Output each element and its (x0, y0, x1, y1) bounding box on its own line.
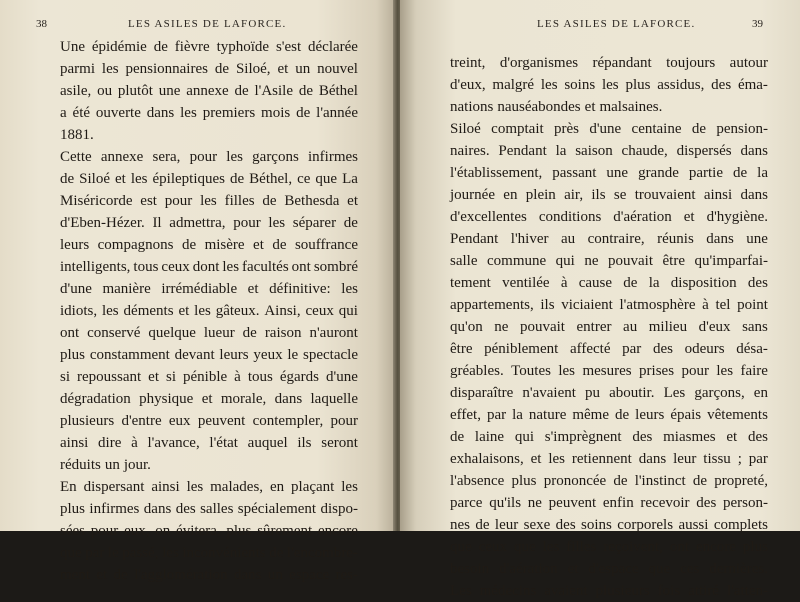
text-line: En dispersant ainsi les malades, en plaçant les (60, 479, 358, 495)
text-line: a été ouverte dans les premiers mois de l'année (60, 105, 358, 121)
text-line: d'eux, malgré les soins les plus assidus, des éma- (450, 77, 768, 93)
text-line: appartements, ils viciaient l'atmosphère à tel point (450, 297, 768, 313)
text-line: 1881. (60, 127, 94, 143)
text-line: ment et de l'agglomération dans un espace res- (60, 567, 358, 583)
text-line: parmi les pensionnaires de Siloé, et un nouvel (60, 61, 358, 77)
text-line: besoin d'aération et d'espace que ces dernières. (450, 561, 768, 577)
left-page (0, 0, 396, 583)
right-page (400, 0, 800, 599)
text-line: d'une manière irrémédiable et définitive: les (60, 281, 358, 297)
text-line: Les médecins avaient plusieurs fois attiré l'atten- (450, 583, 768, 599)
text-line: disparaître n'avaient pu aboutir. Les garçons, en (450, 385, 768, 401)
text-line: asile, ou plutôt une annexe de l'Asile de Béthel (60, 83, 358, 99)
text-line: si repoussant et si pénible à tous égards d'une (60, 369, 358, 385)
text-line: que ceux que les filles reçoivent, ont encore plus (450, 539, 768, 555)
text-line: plus constamment devant leurs yeux le spectacle (60, 347, 358, 363)
text-line: Miséricorde est pour les filles de Bethesda et (60, 193, 358, 209)
text-line: l'établissement, passant une grande partie de la (450, 165, 768, 181)
text-line: journée en plein air, ils se trouvaient ainsi dans (450, 187, 768, 203)
text-line: parce qu'ils ne peuvent enfin recevoir des person- (450, 495, 768, 511)
text-line: gréables. Toutes les mesures prises pour les faire (450, 363, 768, 379)
text-line: intelligents, tous ceux dont les facultés ont sombré (60, 259, 358, 275)
text-line: salle commune qui ne pouvait être qu'imparfai- (450, 253, 768, 269)
text-line: de laine qui s'imprègnent des miasmes et des (450, 429, 768, 445)
text-line: tement ventilée à cause de la disposition des (450, 275, 768, 291)
text-line: Une épidémie de fièvre typhoïde s'est déclarée (60, 39, 358, 55)
page-body (60, 36, 358, 586)
page-number: 38 (36, 18, 47, 30)
text-line: leurs compagnons de misère et de souffrance (60, 237, 358, 253)
page-body (450, 52, 768, 602)
text-line: qu'on ne pouvait entrer au milieu d'eux sans (450, 319, 768, 335)
text-line: nations nauséabondes et malsaines. (450, 99, 663, 115)
text-line: idiots, les déments et les gâteux. Ainsi, ceux qui (60, 303, 358, 319)
text-line: Cette annexe sera, pour les garçons infirmes (60, 149, 358, 165)
text-line: ainsi dire à l'avance, l'état auquel ils seront (60, 435, 358, 451)
text-line: de Siloé et les épileptiques de Béthel, ce que La (60, 171, 358, 187)
text-line: nes de leur sexe des soins corporels aussi complets (450, 517, 768, 533)
running-head: LES ASILES DE LAFORCE. (128, 18, 287, 30)
running-head: LES ASILES DE LAFORCE. (537, 18, 696, 30)
text-line: exhalaisons, et les retiennent dans leur tissu ; par (450, 451, 768, 467)
text-line: plusieurs d'entre eux peuvent contempler, pour (60, 413, 358, 429)
text-line: dégradation physique et morale, dans laquelle (60, 391, 358, 407)
text-line: d'Eben-Hézer. Il admettra, pour les séparer de (60, 215, 358, 231)
text-line: sées pour eux, on évitera, plus sûrement encore (60, 523, 358, 539)
text-line: ont conservé quelque lueur de raison n'auront (60, 325, 358, 341)
text-line: réduits un jour. (60, 457, 151, 473)
text-line: d'excellentes conditions d'aération et d'hygiène. (450, 209, 768, 225)
text-line: effet, par la nature même de leurs épais vêtements (450, 407, 768, 423)
text-line: naires. Pendant la saison chaude, dispersés dans (450, 143, 768, 159)
text-line: treint, d'organismes répandant toujours autour (450, 55, 768, 71)
text-line: être péniblement affecté par des odeurs désa- (450, 341, 768, 357)
text-line: Siloé comptait près d'une centaine de pension- (450, 121, 768, 137)
page-number: 39 (752, 18, 763, 30)
text-line: l'absence plus prononcée de l'instinct de propreté, (450, 473, 768, 489)
text-line: Pendant l'hiver au contraire, réunis dans une (450, 231, 768, 247)
text-line: plus infirmes dans des salles spécialement dispo- (60, 501, 358, 517)
text-line: que par le passé, les inconvénients de l'encombre- (60, 545, 358, 561)
